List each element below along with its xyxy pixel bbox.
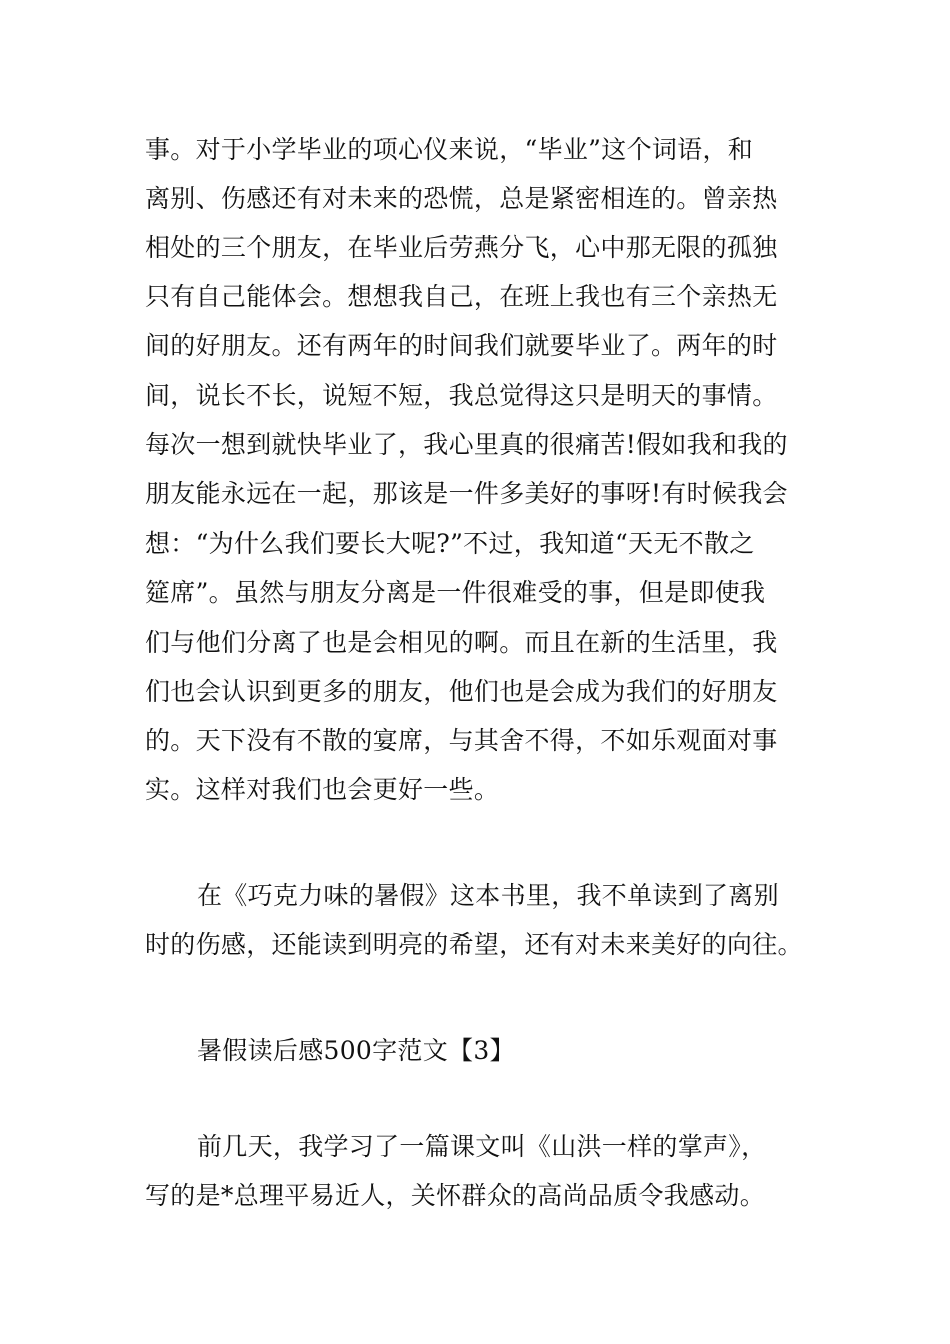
paragraph-line: 事。对于小学毕业的项心仪来说，“毕业”这个词语，和 — [145, 135, 754, 164]
paragraph-line: 的。天下没有不散的宴席，与其舍不得，不如乐观面对事 — [145, 726, 778, 755]
paragraph-line: 前几天，我学习了一篇课文叫《山洪一样的掌声》， — [197, 1132, 767, 1161]
paragraph-line: 只有自己能体会。想想我自己，在班上我也有三个亲热无 — [145, 282, 778, 311]
section-heading: 暑假读后感500字范文【3】 — [197, 1036, 515, 1065]
paragraph-line: 相处的三个朋友，在毕业后劳燕分飞，心中那无限的孤独 — [145, 233, 778, 262]
paragraph-line: 间的好朋友。还有两年的时间我们就要毕业了。两年的时 — [145, 331, 778, 360]
paragraph-line: 在《巧克力味的暑假》这本书里，我不单读到了离别 — [197, 881, 779, 910]
paragraph-line: 每次一想到就快毕业了，我心里真的很痛苦!假如我和我的 — [145, 430, 788, 459]
paragraph-line: 写的是*总理平易近人，关怀群众的高尚品质令我感动。 — [145, 1181, 766, 1210]
paragraph-line: 们也会认识到更多的朋友，他们也是会成为我们的好朋友 — [145, 677, 778, 706]
paragraph-line: 想：“为什么我们要长大呢?”不过，我知道“天无不散之 — [145, 529, 755, 558]
paragraph-line: 时的伤感，还能读到明亮的希望，还有对未来美好的向往。 — [145, 930, 803, 959]
paragraph-line: 离别、伤感还有对未来的恐慌，总是紧密相连的。曾亲热 — [145, 184, 778, 213]
paragraph-line: 实。这样对我们也会更好一些。 — [145, 775, 500, 804]
paragraph-line: 朋友能永远在一起，那该是一件多美好的事呀!有时候我会 — [145, 479, 788, 508]
paragraph-line: 们与他们分离了也是会相见的啊。而且在新的生活里，我 — [145, 628, 778, 657]
paragraph-line: 筵席”。虽然与朋友分离是一件很难受的事，但是即使我 — [145, 578, 766, 607]
paragraph-line: 间，说长不长，说短不短，我总觉得这只是明天的事情。 — [145, 381, 778, 410]
